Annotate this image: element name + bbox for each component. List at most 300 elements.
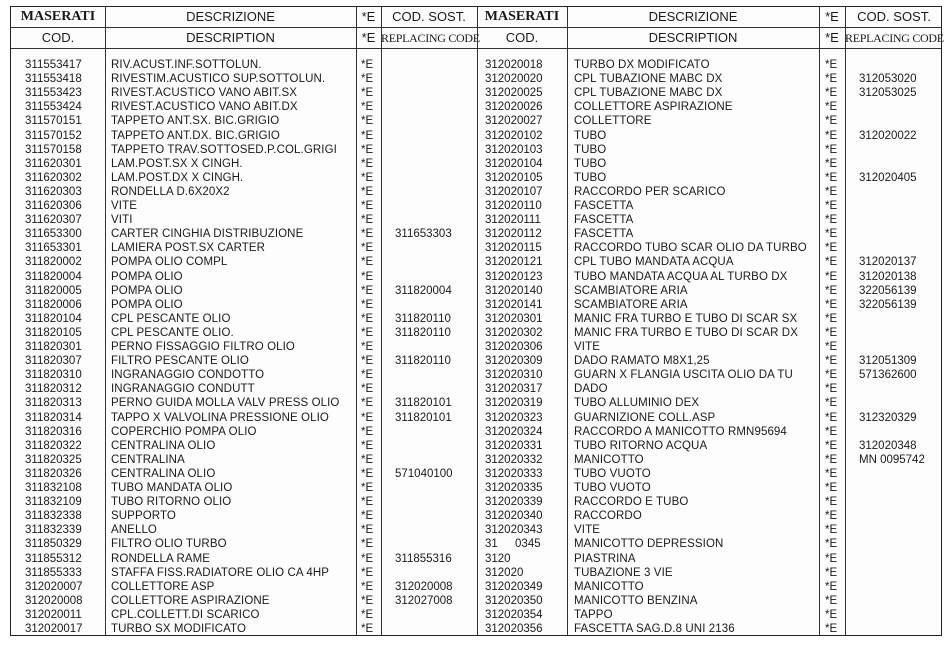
part-description: TURBO DX MODIFICATO: [574, 59, 710, 71]
part-mark: *E: [825, 73, 838, 86]
part-mark: *E: [361, 341, 374, 353]
part-code: 312020310: [485, 369, 543, 382]
part-description: DADO RAMATO M8X1,25: [574, 355, 710, 368]
part-code: 312020026: [485, 101, 543, 114]
part-code: 312020343: [485, 524, 543, 537]
part-mark: *E: [825, 510, 838, 523]
table-row: [11, 100, 941, 114]
replacing-code: 312020405: [859, 171, 917, 184]
part-description: MANICOTTO DEPRESSION: [574, 538, 724, 551]
part-mark: *E: [825, 439, 838, 452]
part-code: 311653301: [25, 242, 82, 255]
part-mark: *E: [361, 482, 374, 494]
part-code: 312020110: [485, 200, 542, 212]
header-mark-left: *E: [361, 9, 376, 24]
part-code: 31 0345: [485, 538, 541, 551]
table-row: [11, 453, 941, 467]
part-mark: *E: [361, 538, 374, 551]
part-mark: *E: [361, 157, 374, 170]
replacing-code: 311855316: [395, 552, 452, 565]
part-code: 312020104: [485, 157, 543, 170]
part-description: COLLETTORE: [574, 115, 652, 128]
part-code: 311855312: [25, 552, 82, 565]
header-cod-sost-right: COD. SOST.: [857, 9, 931, 24]
part-description: CPL.COLLETT.DI SCARICO: [111, 608, 260, 621]
part-mark: *E: [361, 242, 374, 255]
part-description: CENTRALINA OLIO: [111, 439, 216, 452]
part-description: VITI: [111, 214, 133, 227]
part-description: MANIC FRA TURBO E TUBO DI SCAR DX: [574, 326, 798, 339]
part-description: FASCETTA SAG.D.8 UNI 2136: [574, 623, 735, 635]
table-row: [11, 382, 941, 396]
table-row: [11, 114, 941, 128]
part-code: 311832108: [25, 482, 82, 494]
table-row: [11, 270, 941, 284]
table-row: [11, 241, 941, 255]
part-description: INGRANAGGIO CONDUTT: [111, 383, 255, 396]
part-mark: *E: [361, 73, 374, 86]
part-mark: *E: [825, 623, 838, 635]
part-description: CARTER CINGHIA DISTRIBUZIONE: [111, 228, 304, 241]
replacing-code: 311820110: [395, 326, 451, 339]
part-code: 312020020: [485, 73, 543, 86]
part-description: FASCETTA: [574, 228, 634, 241]
part-code: 311620301: [25, 157, 82, 170]
part-mark: *E: [361, 185, 374, 198]
part-description: TUBO: [574, 143, 607, 156]
part-description: CPL TUBAZIONE MABC DX: [574, 73, 723, 86]
table-row: [11, 143, 941, 157]
part-description: VITE: [111, 200, 137, 212]
part-mark: *E: [361, 552, 374, 565]
part-description: TAPPETO ANT.SX. BIC.GRIGIO: [111, 115, 280, 128]
part-mark: *E: [825, 157, 838, 170]
part-description: CPL TUBO MANDATA ACQUA: [574, 256, 734, 269]
part-mark: *E: [361, 411, 374, 424]
part-mark: *E: [825, 369, 838, 382]
replacing-code: 312020137: [859, 256, 917, 269]
header-rule: [11, 48, 941, 49]
part-code: 311570152: [25, 129, 82, 142]
replacing-code: 311820110: [395, 355, 451, 368]
part-code: 312020008: [25, 594, 83, 607]
header-replacing-code-left: REPLACING CODE: [381, 31, 480, 45]
part-code: 312020105: [485, 171, 543, 184]
part-description: GUARN X FLANGIA USCITA OLIO DA TU: [574, 369, 793, 382]
replacing-code: 312020138: [859, 270, 917, 283]
part-code: 311855333: [25, 566, 82, 579]
replacing-code: 322056139: [859, 284, 917, 297]
part-description: COPERCHIO POMPA OLIO: [111, 425, 257, 438]
part-description: RIV.ACUST.INF.SOTTOLUN.: [111, 59, 262, 71]
part-code: 312020007: [25, 580, 83, 593]
part-mark: *E: [825, 129, 838, 142]
table-row: [11, 411, 941, 425]
part-code: 312020301: [485, 312, 543, 325]
part-code: 312020339: [485, 496, 543, 509]
part-description: POMPA OLIO: [111, 284, 183, 297]
part-description: TURBO SX MODIFICATO: [111, 623, 247, 635]
part-mark: *E: [361, 453, 374, 466]
part-code: 311620306: [25, 200, 82, 212]
part-description: INGRANAGGIO CONDOTTO: [111, 369, 265, 382]
table-row: [11, 340, 941, 354]
replacing-code: 311820101: [395, 397, 452, 410]
part-description: CPL TUBAZIONE MABC DX: [574, 87, 723, 100]
part-mark: *E: [361, 467, 374, 480]
part-description: CPL PESCANTE OLIO: [111, 312, 231, 325]
header-mark2-right: *E: [825, 30, 839, 45]
replacing-code: MN 0095742: [859, 453, 925, 466]
part-description: FILTRO OLIO TURBO: [111, 538, 227, 551]
part-code: 311620307: [25, 214, 82, 227]
part-mark: *E: [361, 312, 374, 325]
parts-table: [10, 6, 942, 636]
part-description: RIVEST.ACUSTICO VANO ABIT.DX: [111, 101, 298, 114]
part-description: SCAMBIATORE ARIA: [574, 298, 688, 311]
part-description: TAPPO: [574, 608, 613, 621]
table-row: [11, 594, 941, 608]
part-description: MANICOTTO: [574, 580, 644, 593]
part-mark: *E: [825, 242, 838, 255]
part-code: 311820004: [25, 270, 82, 283]
part-mark: *E: [825, 411, 838, 424]
part-description: POMPA OLIO: [111, 270, 183, 283]
part-code: 311553424: [25, 101, 82, 114]
part-mark: *E: [361, 115, 374, 128]
table-row: [11, 199, 941, 213]
part-description: TUBO MANDATA OLIO: [111, 482, 233, 494]
part-mark: *E: [825, 397, 838, 410]
table-row: [11, 227, 941, 241]
part-code: 312020323: [485, 411, 543, 424]
part-mark: *E: [825, 552, 838, 565]
part-description: LAM.POST.DX X CINGH.: [111, 171, 244, 184]
part-code: 311620303: [25, 185, 82, 198]
part-description: RACCORDO: [574, 510, 642, 523]
part-description: TUBO ALLUMINIO DEX: [574, 397, 700, 410]
part-mark: *E: [825, 383, 838, 396]
part-code: 311653300: [25, 228, 82, 241]
part-code: 311820307: [25, 355, 82, 368]
table-row: [11, 481, 941, 495]
part-code: 311850329: [25, 538, 82, 551]
part-description: TUBAZIONE 3 VIE: [574, 566, 673, 579]
table-row: [11, 368, 941, 382]
part-description: LAM.POST.SX X CINGH.: [111, 157, 243, 170]
replacing-code: 322056139: [859, 298, 917, 311]
part-mark: *E: [825, 425, 838, 438]
table-row: [11, 129, 941, 143]
part-code: 312020123: [485, 270, 543, 283]
part-description: SCAMBIATORE ARIA: [574, 284, 688, 297]
part-mark: *E: [361, 623, 374, 635]
part-mark: *E: [361, 256, 374, 269]
part-mark: *E: [361, 397, 374, 410]
part-description: MANICOTTO BENZINA: [574, 594, 698, 607]
part-code: 312020324: [485, 425, 543, 438]
part-description: RACCORDO E TUBO: [574, 496, 689, 509]
part-mark: *E: [361, 496, 374, 509]
table-row: [11, 326, 941, 340]
part-mark: *E: [361, 580, 374, 593]
part-description: FILTRO PESCANTE OLIO: [111, 355, 249, 368]
part-mark: *E: [361, 171, 374, 184]
part-code: 312020111: [485, 214, 541, 227]
part-mark: *E: [825, 270, 838, 283]
table-row: [11, 255, 941, 269]
part-description: FASCETTA: [574, 200, 634, 212]
part-mark: *E: [825, 171, 838, 184]
part-description: ANELLO: [111, 524, 157, 537]
part-mark: *E: [361, 594, 374, 607]
part-code: 311820301: [25, 341, 82, 353]
table-row: [11, 171, 941, 185]
part-mark: *E: [361, 101, 374, 114]
header-descrizione-right: DESCRIZIONE: [648, 9, 738, 24]
part-code: 311820313: [25, 397, 82, 410]
table-row: [11, 312, 941, 326]
part-description: TUBO: [574, 157, 607, 170]
part-code: 312020102: [485, 129, 543, 142]
table-row: [11, 523, 941, 537]
replacing-code: 312020348: [859, 439, 917, 452]
part-description: COLLETTORE ASPIRAZIONE: [574, 101, 733, 114]
header-maserati-left: MASERATI: [20, 9, 96, 24]
part-code: 311553423: [25, 87, 82, 100]
part-code: 311820310: [25, 369, 82, 382]
table-row: [11, 552, 941, 566]
part-description: VITE: [574, 341, 600, 353]
table-row: [11, 185, 941, 199]
replacing-code: 312053025: [859, 87, 917, 100]
part-description: LAMIERA POST.SX CARTER: [111, 242, 266, 255]
part-code: 312020319: [485, 397, 543, 410]
table-row: [11, 622, 941, 636]
part-mark: *E: [825, 298, 838, 311]
part-code: 312020332: [485, 453, 543, 466]
part-mark: *E: [361, 129, 374, 142]
part-code: 311570151: [25, 115, 82, 128]
replacing-code: 312053020: [859, 73, 917, 86]
table-row: [11, 284, 941, 298]
table-row: [11, 537, 941, 551]
part-code: 312020317: [485, 383, 543, 396]
part-mark: *E: [825, 608, 838, 621]
part-mark: *E: [361, 425, 374, 438]
part-mark: *E: [825, 566, 838, 579]
header-cod-right: COD.: [505, 30, 539, 45]
part-mark: *E: [825, 143, 838, 156]
part-description: SUPPORTO: [111, 510, 176, 523]
part-code: 311820326: [25, 467, 82, 480]
header-mark-right: *E: [825, 9, 839, 24]
part-description: RACCORDO TUBO SCAR OLIO DA TURBO: [574, 242, 807, 255]
part-mark: *E: [361, 298, 374, 311]
part-description: RACCORDO A MANICOTTO RMN95694: [574, 425, 787, 438]
part-description: RONDELLA D.6X20X2: [111, 185, 230, 198]
part-code: 311620302: [25, 171, 82, 184]
part-mark: *E: [361, 326, 374, 339]
part-code: 311820002: [25, 256, 82, 269]
part-code: 312020017: [25, 623, 83, 635]
part-code: 311553418: [25, 73, 82, 86]
part-description: TUBO RITORNO OLIO: [111, 496, 232, 509]
part-mark: *E: [825, 467, 838, 480]
replacing-code: 571362600: [859, 369, 917, 382]
part-description: PIASTRINA: [574, 552, 636, 565]
part-code: 312020354: [485, 608, 543, 621]
part-description: CPL PESCANTE OLIO.: [111, 326, 234, 339]
part-mark: *E: [361, 566, 374, 579]
part-mark: *E: [361, 87, 374, 100]
table-row: [11, 608, 941, 622]
part-description: CENTRALINA OLIO: [111, 467, 216, 480]
header-description-right: DESCRIPTION: [648, 30, 738, 45]
part-code: 312020356: [485, 623, 543, 635]
header-descrizione-left: DESCRIZIONE: [186, 9, 275, 24]
table-row: [11, 439, 941, 453]
table-row: [11, 425, 941, 439]
replacing-code: 312020008: [395, 580, 453, 593]
part-description: TUBO VUOTO: [574, 467, 651, 480]
part-code: 311820005: [25, 284, 82, 297]
part-code: 311570158: [25, 143, 82, 156]
part-description: COLLETTORE ASPIRAZIONE: [111, 594, 270, 607]
part-mark: *E: [825, 214, 838, 227]
part-mark: *E: [361, 284, 374, 297]
replacing-code: 312027008: [395, 594, 453, 607]
part-description: COLLETTORE ASP: [111, 580, 215, 593]
part-description: PERNO FISSAGGIO FILTRO OLIO: [111, 341, 295, 353]
header-description-left: DESCRIPTION: [186, 30, 275, 45]
part-mark: *E: [825, 312, 838, 325]
part-mark: *E: [825, 284, 838, 297]
part-mark: *E: [361, 200, 374, 212]
part-code: 311832109: [25, 496, 82, 509]
part-description: TAPPO X VALVOLINA PRESSIONE OLIO: [111, 411, 329, 424]
part-description: TAPPETO ANT.DX. BIC.GRIGIO: [111, 129, 280, 142]
part-description: POMPA OLIO COMPL: [111, 256, 228, 269]
part-code: 312020335: [485, 482, 543, 494]
replacing-code: 312051309: [859, 355, 917, 368]
part-mark: *E: [361, 214, 374, 227]
table-row: [11, 396, 941, 410]
part-description: PERNO GUIDA MOLLA VALV PRESS OLIO: [111, 397, 340, 410]
part-code: 312020011: [25, 608, 82, 621]
part-description: FASCETTA: [574, 214, 634, 227]
table-row: [11, 157, 941, 171]
replacing-code: 311820004: [395, 284, 452, 297]
part-mark: *E: [825, 580, 838, 593]
table-row: [11, 86, 941, 100]
table-row: [11, 354, 941, 368]
part-mark: *E: [825, 185, 838, 198]
part-code: 311820316: [25, 425, 82, 438]
part-description: RIVESTIM.ACUSTICO SUP.SOTTOLUN.: [111, 73, 326, 86]
part-code: 312020302: [485, 326, 543, 339]
part-mark: *E: [825, 594, 838, 607]
table-row: [11, 509, 941, 523]
part-code: 3120: [485, 552, 528, 565]
header-replacing-code-right: REPLACING CODE: [845, 31, 944, 45]
part-mark: *E: [825, 496, 838, 509]
table-row: [11, 213, 941, 227]
part-code: 311820312: [25, 383, 82, 396]
part-mark: *E: [361, 383, 374, 396]
part-code: 311832338: [25, 510, 82, 523]
part-description: RONDELLA RAME: [111, 552, 211, 565]
part-code: 312020115: [485, 242, 542, 255]
part-mark: *E: [825, 115, 838, 128]
part-code: 312020025: [485, 87, 543, 100]
part-description: MANIC FRA TURBO E TUBO DI SCAR SX: [574, 312, 798, 325]
header-maserati-right: MASERATI: [484, 9, 560, 24]
part-mark: *E: [361, 608, 374, 621]
table-row: [11, 566, 941, 580]
part-description: GUARNIZIONE COLL.ASP: [574, 411, 716, 424]
replacing-code: 311653303: [395, 228, 452, 241]
part-description: TUBO: [574, 129, 607, 142]
part-code: 311832339: [25, 524, 82, 537]
part-mark: *E: [825, 524, 838, 537]
header-cod-sost-left: COD. SOST.: [392, 9, 466, 24]
part-mark: *E: [361, 439, 374, 452]
part-code: 311820314: [25, 411, 82, 424]
table-row: [11, 467, 941, 481]
replacing-code: 312020022: [859, 129, 917, 142]
part-description: VITE: [574, 524, 600, 537]
part-description: TUBO MANDATA ACQUA AL TURBO DX: [574, 270, 788, 283]
part-code: 312020309: [485, 355, 543, 368]
part-mark: *E: [361, 143, 374, 156]
part-code: 311553417: [25, 59, 82, 71]
part-description: RIVEST.ACUSTICO VANO ABIT.SX: [111, 87, 297, 100]
part-code: 312020: [485, 566, 535, 579]
part-mark: *E: [361, 228, 374, 241]
table-row: [11, 72, 941, 86]
part-description: TUBO: [574, 171, 607, 184]
part-mark: *E: [825, 101, 838, 114]
header-cod-left: COD.: [41, 30, 75, 45]
part-code: 312020112: [485, 228, 542, 241]
table-row: [11, 495, 941, 509]
part-mark: *E: [825, 355, 838, 368]
part-description: MANICOTTO: [574, 453, 644, 466]
part-code: 311820105: [25, 326, 82, 339]
part-code: 312020140: [485, 284, 543, 297]
part-mark: *E: [825, 228, 838, 241]
part-mark: *E: [361, 59, 374, 71]
replacing-code: 571040100: [395, 467, 453, 480]
table-row: [11, 580, 941, 594]
table-row: [11, 58, 941, 72]
part-mark: *E: [361, 524, 374, 537]
part-code: 312020027: [485, 115, 543, 128]
part-mark: *E: [825, 453, 838, 466]
table-row: [11, 298, 941, 312]
part-mark: *E: [825, 256, 838, 269]
part-code: 311820006: [25, 298, 82, 311]
replacing-code: 311820110: [395, 312, 451, 325]
replacing-code: 312320329: [859, 411, 917, 424]
part-description: STAFFA FISS.RADIATORE OLIO CA 4HP: [111, 566, 330, 579]
part-description: POMPA OLIO: [111, 298, 183, 311]
part-description: TAPPETO TRAV.SOTTOSED.P.COL.GRIGI: [111, 143, 337, 156]
part-mark: *E: [825, 87, 838, 100]
part-description: RACCORDO PER SCARICO: [574, 185, 726, 198]
part-code: 312020018: [485, 59, 543, 71]
